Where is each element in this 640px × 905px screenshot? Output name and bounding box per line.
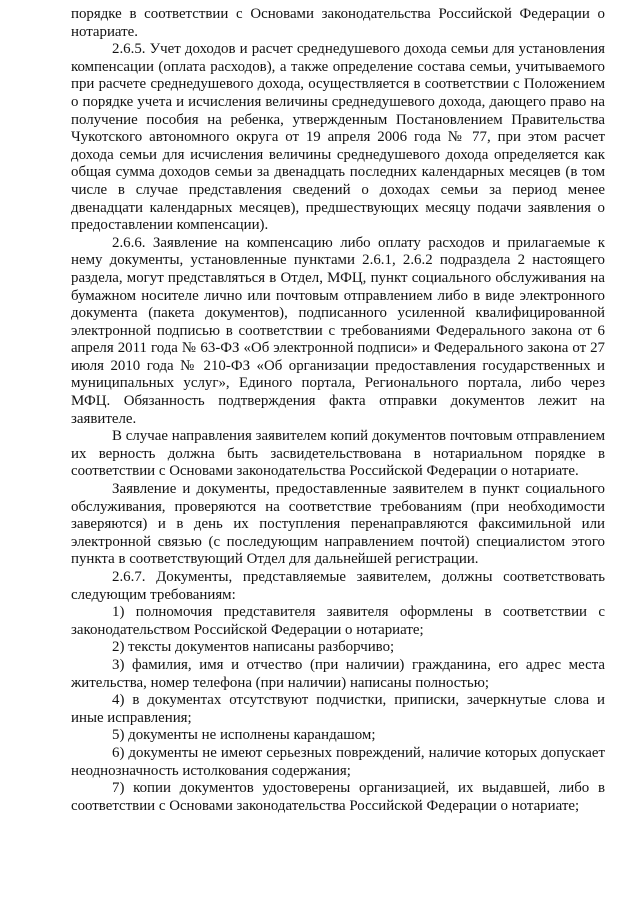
requirement-item-1: 1) полномочия представителя заявителя оформлены в соответствии с законодательством Российской Федерации о нотариате; bbox=[71, 604, 605, 638]
requirement-item-4: 4) в документах отсутствуют подчистки, приписки, зачеркнутые слова и иные исправления; bbox=[71, 692, 605, 726]
requirement-item-5: 5) документы не исполнены карандашом; bbox=[112, 727, 376, 744]
document-page bbox=[71, 6, 605, 815]
requirement-item-6: 6) документы не имеют серьезных повреждений, наличие которых допускает неоднозначность истолкования содержания; bbox=[71, 744, 605, 779]
paragraph-postal-copies: В случае направления заявителем копий документов почтовым отправлением их верность должна быть засвидетельствована в нотариальном порядке в соответствии с Основами законодательства Российской Федерации о нотариате. bbox=[71, 428, 605, 480]
paragraph-social-service-point: Заявление и документы, предоставленные заявителем в пункт социального обслуживания, проверяются на соответствие требованиям (при необходимости заверяются) и в день их поступления перенаправляются факсимильной или электронной связью (с последующим направлением почтой) специалистом этого пункта в соответствующий Отдел для дальнейшей регистрации. bbox=[71, 481, 605, 568]
paragraph-2-6-5: 2.6.5. Учет доходов и расчет среднедушевого дохода семьи для установления компенсации (оплата расходов), а также определение состава семьи, учитываемого при расчете среднедушевого дохода, осуществляется в соответствии с Положением о порядке учета и исчисления величины среднедушевого дохода, дающего право на получение пособия на ребенка, утвержденным Постановлением Правительства Чукотского автономного округа от 19 апреля 2006 года № 77, при этом расчет дохода семьи для исчисления величины среднедушевого дохода определяется как общая сумма доходов семьи за двенадцать последних календарных месяцев (в том числе в случае представления сведений о доходах семьи за период менее двенадцати календарных месяцев), предшествующих месяцу подачи заявления о предоставлении компенсации). bbox=[71, 41, 605, 234]
paragraph-continuation: порядке в соответствии с Основами законодательства Российской Федерации о нотариате. bbox=[71, 6, 605, 40]
requirement-item-7: 7) копии документов удостоверены организацией, их выдавшей, либо в соответствии с Основами законодательства Российской Федерации о нотариате; bbox=[71, 780, 605, 814]
paragraph-2-6-6: 2.6.6. Заявление на компенсацию либо оплату расходов и прилагаемые к нему документы, установленные пунктами 2.6.1, 2.6.2 подраздела 2 настоящего раздела, могут представляться в Отдел, МФЦ, пункт социального обслуживания на бумажном носителе лично или почтовым отправлением либо в виде электронного документа (пакета документов), подписанного усиленной квалифицированной электронной подписью в соответствии с требованиями Федерального закона от 6 апреля 2011 года № 63-ФЗ «Об электронной подписи» и Федерального закона от 27 июля 2010 года № 210-ФЗ «Об организации предоставления государственных и муниципальных услуг», Единого портала, Регионального портала, либо через МФЦ. Обязанность подтверждения факта отправки документов лежит на заявителе. bbox=[71, 234, 605, 427]
requirement-item-3: 3) фамилия, имя и отчество (при наличии) гражданина, его адрес места жительства, номер телефона (при наличии) написаны полностью; bbox=[71, 656, 605, 691]
requirement-item-2: 2) тексты документов написаны разборчиво; bbox=[112, 639, 395, 656]
paragraph-2-6-7: 2.6.7. Документы, представляемые заявителем, должны соответствовать следующим требованиям: bbox=[71, 569, 605, 603]
